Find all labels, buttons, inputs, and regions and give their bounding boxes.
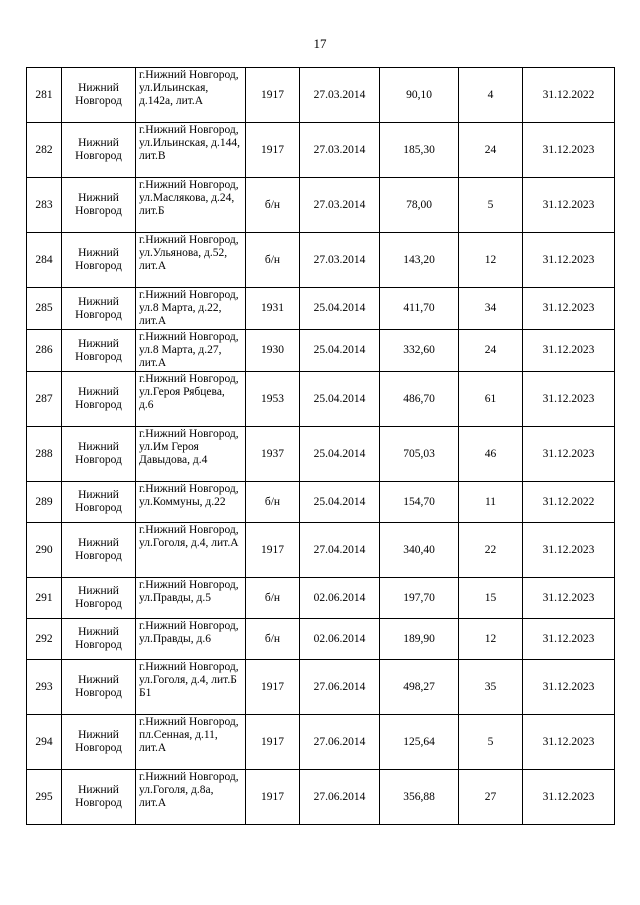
row-number: 293 [27, 660, 62, 715]
row-number: 292 [27, 619, 62, 660]
city-cell: Нижний Новгород [62, 715, 136, 770]
table-row [27, 123, 615, 178]
table-row [27, 372, 615, 427]
address-cell: г.Нижний Новгород, ул.Коммуны, д.22 [136, 482, 246, 523]
deadline-cell: 31.12.2023 [523, 715, 615, 770]
deadline-cell: 31.12.2023 [523, 123, 615, 178]
row-number: 289 [27, 482, 62, 523]
address-cell: г.Нижний Новгород, ул.Им Героя Давыдова, д.4 [136, 427, 246, 482]
city-cell: Нижний Новгород [62, 330, 136, 372]
city-cell: Нижний Новгород [62, 427, 136, 482]
deadline-cell: 31.12.2023 [523, 427, 615, 482]
count-cell: 15 [459, 578, 523, 619]
row-number: 284 [27, 233, 62, 288]
row-number: 295 [27, 770, 62, 825]
count-cell: 61 [459, 372, 523, 427]
page-number: 17 [313, 36, 327, 51]
deadline-cell: 31.12.2022 [523, 482, 615, 523]
area-cell: 498,27 [380, 660, 459, 715]
deadline-cell: 31.12.2023 [523, 372, 615, 427]
area-cell: 705,03 [380, 427, 459, 482]
address-cell: г.Нижний Новгород, ул.Гоголя, д.4, лит.А [136, 523, 246, 578]
number-cell: б/н [246, 578, 300, 619]
deadline-cell: 31.12.2022 [523, 68, 615, 123]
date-cell: 27.03.2014 [300, 123, 380, 178]
count-cell: 5 [459, 178, 523, 233]
row-number: 286 [27, 330, 62, 372]
count-cell: 34 [459, 288, 523, 330]
address-cell: г.Нижний Новгород, ул.Героя Рябцева, д.6 [136, 372, 246, 427]
number-cell: 1917 [246, 523, 300, 578]
deadline-cell: 31.12.2023 [523, 578, 615, 619]
table-row [27, 619, 615, 660]
count-cell: 5 [459, 715, 523, 770]
address-cell: г.Нижний Новгород, ул.Ульянова, д.52, лит.А [136, 233, 246, 288]
number-cell: 1917 [246, 660, 300, 715]
number-cell: б/н [246, 482, 300, 523]
area-cell: 78,00 [380, 178, 459, 233]
count-cell: 11 [459, 482, 523, 523]
number-cell: б/н [246, 619, 300, 660]
address-cell: г.Нижний Новгород, ул.Гоголя, д.8а, лит.А [136, 770, 246, 825]
table-row [27, 482, 615, 523]
count-cell: 46 [459, 427, 523, 482]
address-cell: г.Нижний Новгород, ул.Маслякова, д.24, лит.Б [136, 178, 246, 233]
row-number: 283 [27, 178, 62, 233]
date-cell: 25.04.2014 [300, 288, 380, 330]
date-cell: 25.04.2014 [300, 372, 380, 427]
table-row [27, 770, 615, 825]
table-row [27, 578, 615, 619]
date-cell: 27.04.2014 [300, 523, 380, 578]
row-number: 288 [27, 427, 62, 482]
city-cell: Нижний Новгород [62, 123, 136, 178]
area-cell: 197,70 [380, 578, 459, 619]
area-cell: 125,64 [380, 715, 459, 770]
number-cell: 1931 [246, 288, 300, 330]
date-cell: 02.06.2014 [300, 578, 380, 619]
count-cell: 22 [459, 523, 523, 578]
deadline-cell: 31.12.2023 [523, 178, 615, 233]
date-cell: 25.04.2014 [300, 482, 380, 523]
table-row [27, 715, 615, 770]
address-cell: г.Нижний Новгород, ул.Ильинская, д.142а, лит.А [136, 68, 246, 123]
date-cell: 27.06.2014 [300, 715, 380, 770]
city-cell: Нижний Новгород [62, 523, 136, 578]
date-cell: 27.06.2014 [300, 660, 380, 715]
number-cell: б/н [246, 178, 300, 233]
city-cell: Нижний Новгород [62, 233, 136, 288]
number-cell: 1917 [246, 770, 300, 825]
date-cell: 25.04.2014 [300, 427, 380, 482]
area-cell: 332,60 [380, 330, 459, 372]
city-cell: Нижний Новгород [62, 578, 136, 619]
number-cell: 1937 [246, 427, 300, 482]
number-cell: 1917 [246, 715, 300, 770]
table-row [27, 330, 615, 372]
row-number: 294 [27, 715, 62, 770]
city-cell: Нижний Новгород [62, 178, 136, 233]
table-row [27, 178, 615, 233]
date-cell: 27.03.2014 [300, 178, 380, 233]
address-cell: г.Нижний Новгород, ул.8 Марта, д.22, лит.А [136, 288, 246, 330]
deadline-cell: 31.12.2023 [523, 619, 615, 660]
table-row [27, 233, 615, 288]
date-cell: 25.04.2014 [300, 330, 380, 372]
address-cell: г.Нижний Новгород, ул.8 Марта, д.27, лит.А [136, 330, 246, 372]
number-cell: 1930 [246, 330, 300, 372]
area-cell: 340,40 [380, 523, 459, 578]
date-cell: 02.06.2014 [300, 619, 380, 660]
city-cell: Нижний Новгород [62, 68, 136, 123]
count-cell: 27 [459, 770, 523, 825]
address-cell: г.Нижний Новгород, пл.Сенная, д.11, лит.А [136, 715, 246, 770]
area-cell: 185,30 [380, 123, 459, 178]
row-number: 291 [27, 578, 62, 619]
date-cell: 27.03.2014 [300, 233, 380, 288]
area-cell: 411,70 [380, 288, 459, 330]
number-cell: 1953 [246, 372, 300, 427]
city-cell: Нижний Новгород [62, 660, 136, 715]
area-cell: 356,88 [380, 770, 459, 825]
row-number: 287 [27, 372, 62, 427]
address-cell: г.Нижний Новгород, ул.Правды, д.5 [136, 578, 246, 619]
count-cell: 35 [459, 660, 523, 715]
count-cell: 12 [459, 233, 523, 288]
deadline-cell: 31.12.2023 [523, 288, 615, 330]
address-cell: г.Нижний Новгород, ул.Гоголя, д.4, лит.Б Б1 [136, 660, 246, 715]
row-number: 290 [27, 523, 62, 578]
date-cell: 27.03.2014 [300, 68, 380, 123]
area-cell: 154,70 [380, 482, 459, 523]
count-cell: 12 [459, 619, 523, 660]
area-cell: 189,90 [380, 619, 459, 660]
date-cell: 27.06.2014 [300, 770, 380, 825]
number-cell: б/н [246, 233, 300, 288]
address-cell: г.Нижний Новгород, ул.Правды, д.6 [136, 619, 246, 660]
deadline-cell: 31.12.2023 [523, 233, 615, 288]
area-cell: 90,10 [380, 68, 459, 123]
number-cell: 1917 [246, 123, 300, 178]
count-cell: 24 [459, 123, 523, 178]
address-cell: г.Нижний Новгород, ул.Ильинская, д.144, лит.В [136, 123, 246, 178]
registry-table [26, 67, 615, 825]
row-number: 285 [27, 288, 62, 330]
city-cell: Нижний Новгород [62, 482, 136, 523]
count-cell: 4 [459, 68, 523, 123]
area-cell: 486,70 [380, 372, 459, 427]
city-cell: Нижний Новгород [62, 288, 136, 330]
city-cell: Нижний Новгород [62, 770, 136, 825]
area-cell: 143,20 [380, 233, 459, 288]
city-cell: Нижний Новгород [62, 372, 136, 427]
table-row [27, 288, 615, 330]
deadline-cell: 31.12.2023 [523, 660, 615, 715]
city-cell: Нижний Новгород [62, 619, 136, 660]
table-row [27, 660, 615, 715]
deadline-cell: 31.12.2023 [523, 770, 615, 825]
deadline-cell: 31.12.2023 [523, 330, 615, 372]
row-number: 281 [27, 68, 62, 123]
table-row [27, 523, 615, 578]
number-cell: 1917 [246, 68, 300, 123]
count-cell: 24 [459, 330, 523, 372]
deadline-cell: 31.12.2023 [523, 523, 615, 578]
table-row [27, 68, 615, 123]
row-number: 282 [27, 123, 62, 178]
table-row [27, 427, 615, 482]
